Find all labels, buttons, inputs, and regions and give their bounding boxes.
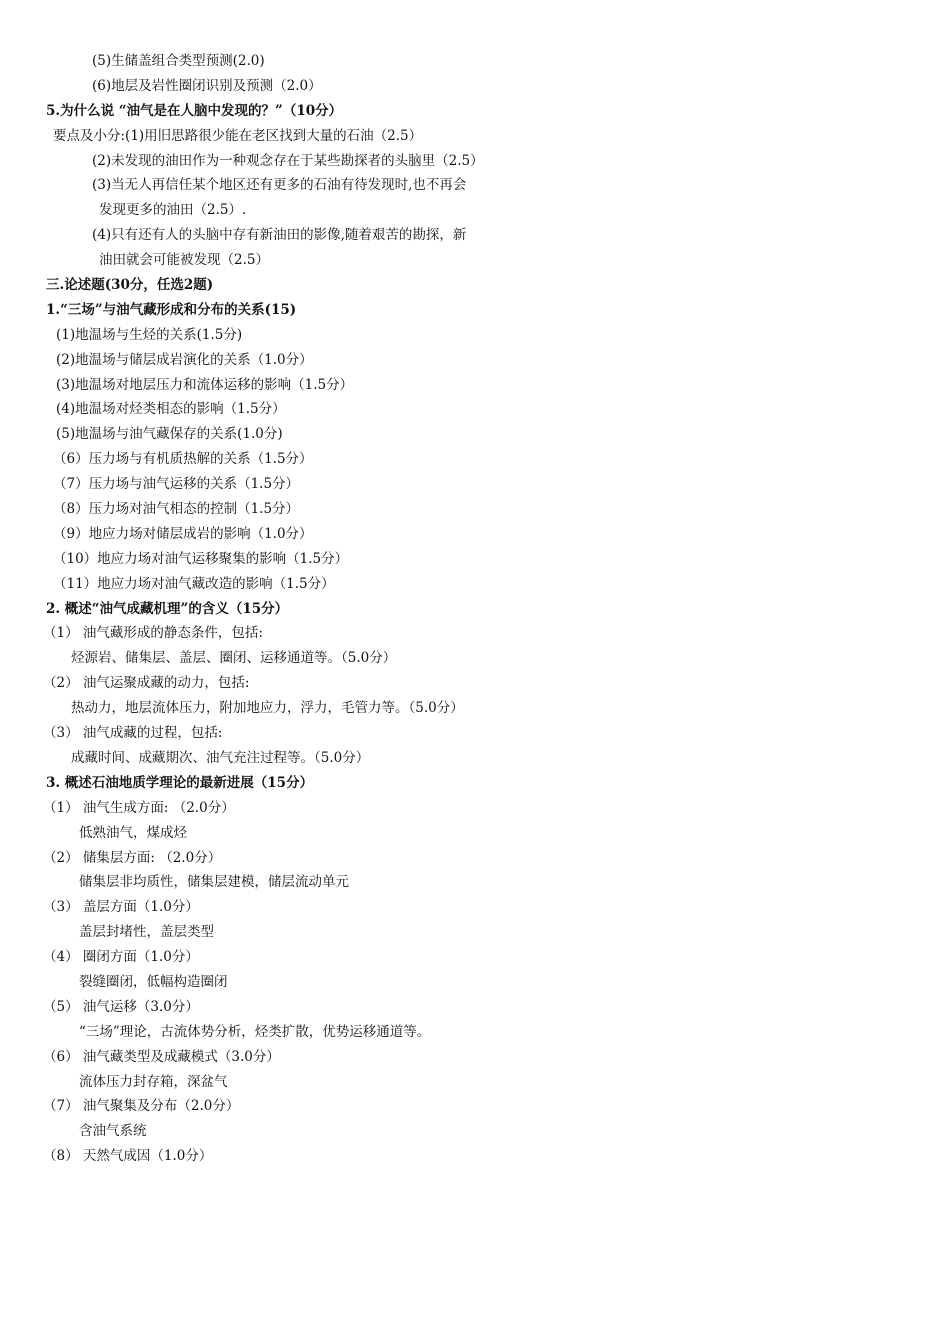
text-line: 储集层非均质性，储集层建模，储层流动单元	[79, 874, 349, 891]
text-line: (6)地层及岩性圈闭识别及预测（2.0）	[92, 77, 322, 94]
text-line: 含油气系统	[79, 1123, 147, 1140]
text-line: （6）压力场与有机质热解的关系（1.5分）	[53, 451, 313, 468]
text-line: (3)当无人再信任某个地区还有更多的石油有待发现时,也不再会	[92, 177, 467, 194]
text-line: 热动力，地层流体压力，附加地应力，浮力，毛管力等。（5.0分）	[71, 700, 464, 717]
text-line: （1） 油气藏形成的静态条件，包括:	[43, 625, 263, 642]
text-line: 油田就会可能被发现（2.5）	[99, 252, 269, 269]
text-line: （11）地应力场对油气藏改造的影响（1.5分）	[53, 575, 335, 592]
text-line: (3)地温场对地层压力和流体运移的影响（1.5分）	[56, 376, 354, 393]
text-line: （7）压力场与油气运移的关系（1.5分）	[53, 476, 300, 493]
text-line: 发现更多的油田（2.5）.	[99, 202, 247, 219]
text-line: （3） 盖层方面（1.0分）	[43, 899, 199, 916]
text-line: （8）压力场对油气相态的控制（1.5分）	[53, 501, 300, 518]
text-line: (4)只有还有人的头脑中存有新油田的影像,随着艰苦的勘探，新	[92, 227, 467, 244]
text-line: 要点及小分:(1)用旧思路很少能在老区找到大量的石油（2.5）	[53, 127, 423, 144]
text-line: 烃源岩、储集层、盖层、圈闭、运移通道等。（5.0分）	[71, 650, 397, 667]
text-line: (1)地温场与生烃的关系(1.5分)	[56, 326, 243, 343]
section-heading: 2. 概述“油气成藏机理”的含义（15分）	[46, 600, 289, 617]
text-line: （7） 油气聚集及分布（2.0分）	[43, 1098, 240, 1115]
text-line: （9）地应力场对储层成岩的影响（1.0分）	[53, 525, 313, 542]
text-line: “三场”理论，古流体势分析，烃类扩散，优势运移通道等。	[79, 1023, 431, 1040]
text-line: （4） 圈闭方面（1.0分）	[43, 949, 199, 966]
section-heading: 3. 概述石油地质学理论的最新进展（15分）	[46, 774, 314, 791]
text-line: （3） 油气成藏的过程，包括:	[43, 725, 223, 742]
text-line: (4)地温场对烃类相态的影响（1.5分）	[56, 401, 286, 418]
text-line: (2)地温场与储层成岩演化的关系（1.0分）	[56, 351, 313, 368]
text-line: 成藏时间、成藏期次、油气充注过程等。（5.0分）	[71, 749, 370, 766]
section-heading: 1.“三场”与油气藏形成和分布的关系(15)	[46, 301, 297, 318]
document-body	[0, 49, 950, 1169]
section-heading: 5.为什么说 “油气是在人脑中发现的？”（10分）	[46, 102, 343, 119]
text-line: （6） 油气藏类型及成藏模式（3.0分）	[43, 1048, 280, 1065]
text-line: 裂缝圈闭，低幅构造圈闭	[79, 973, 228, 990]
text-line: （2） 油气运聚成藏的动力，包括:	[43, 675, 250, 692]
text-line: 低熟油气，煤成烃	[79, 824, 187, 841]
text-line: （10）地应力场对油气运移聚集的影响（1.5分）	[53, 550, 349, 567]
text-line: (5)地温场与油气藏保存的关系(1.0分)	[56, 426, 283, 443]
section-heading: 三.论述题(30分，任选2题)	[46, 277, 214, 294]
text-line: （8） 天然气成因（1.0分）	[43, 1148, 213, 1165]
text-line: （5） 油气运移（3.0分）	[43, 998, 199, 1015]
text-line: 流体压力封存箱，深盆气	[79, 1073, 228, 1090]
text-line: (2)未发现的油田作为一种观念存在于某些勘探者的头脑里（2.5）	[92, 152, 484, 169]
text-line: （2） 储集层方面: （2.0分）	[43, 849, 222, 866]
text-line: 盖层封堵性，盖层类型	[79, 924, 214, 941]
text-line: （1） 油气生成方面: （2.0分）	[43, 799, 235, 816]
text-line: (5)生储盖组合类型预测(2.0)	[92, 53, 265, 69]
